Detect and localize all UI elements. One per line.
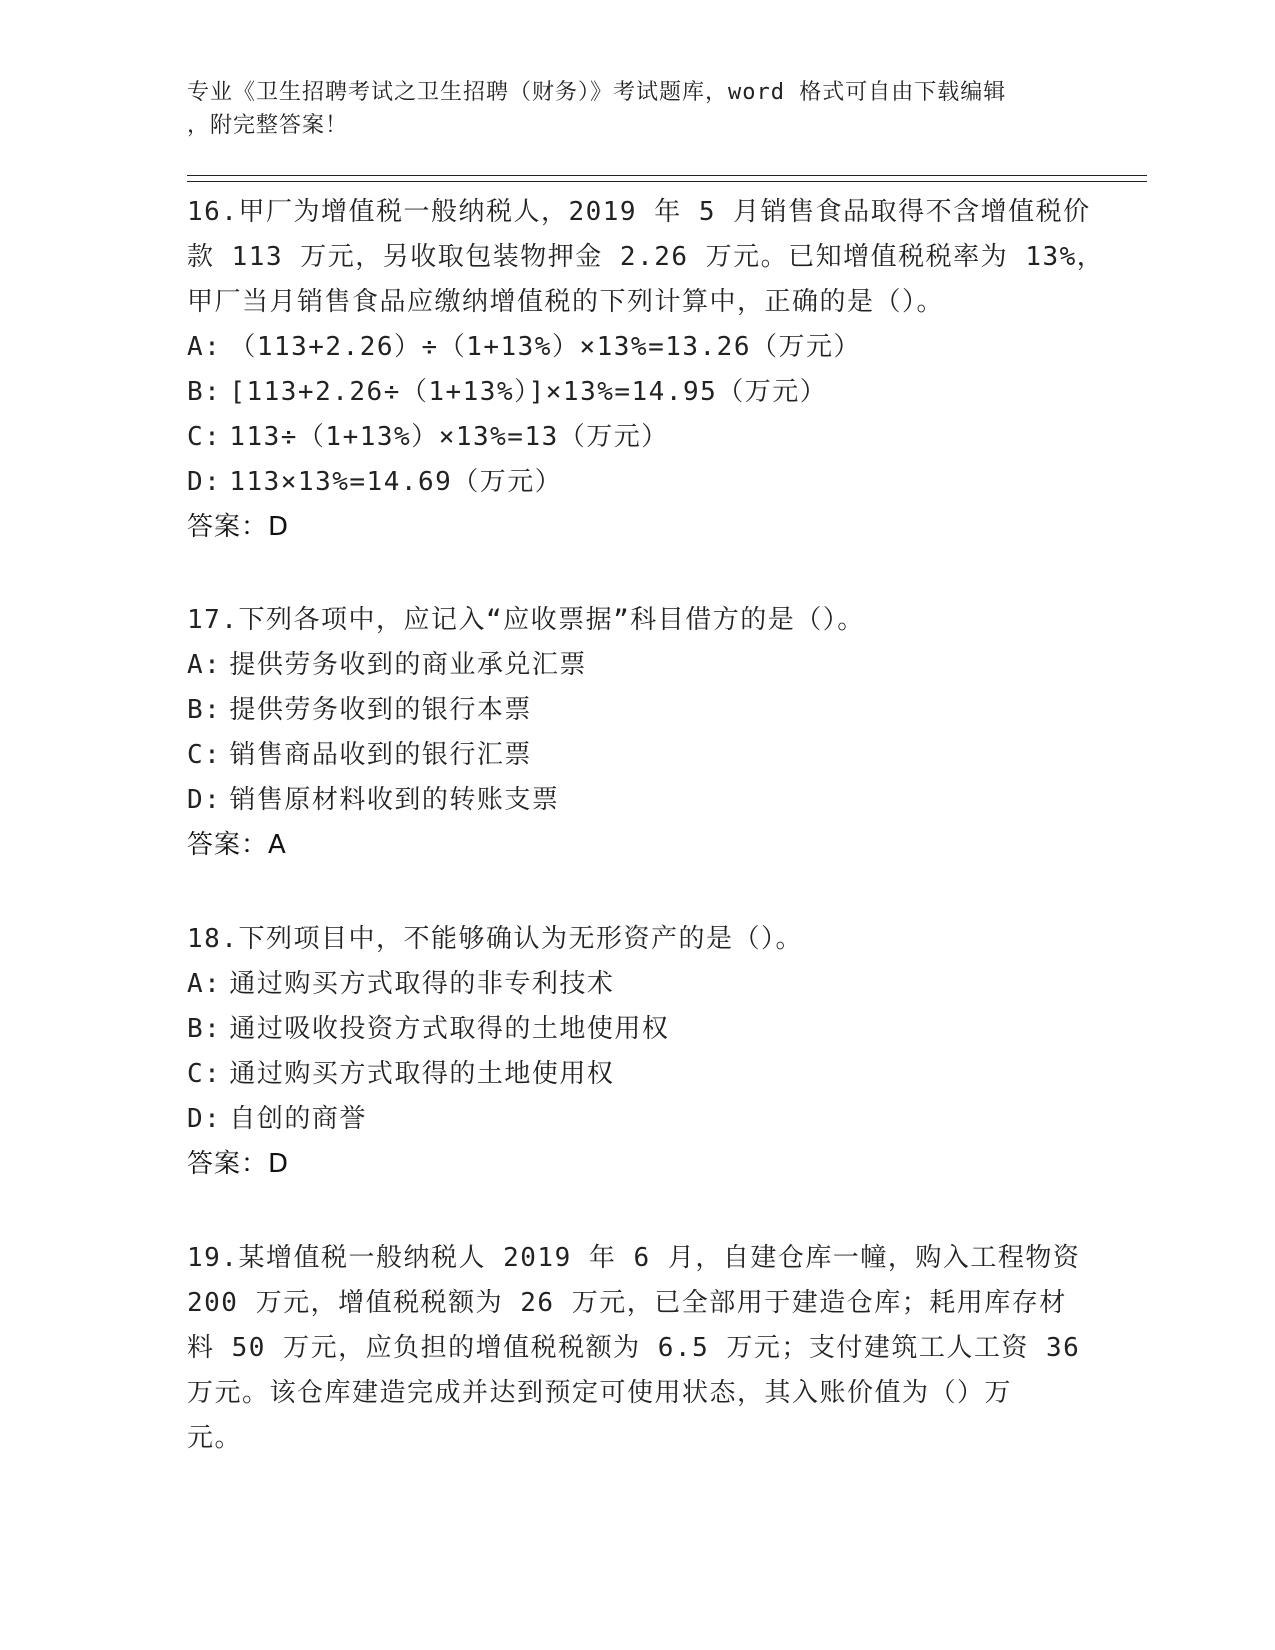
option-key: A: xyxy=(187,969,222,999)
question-stem-line: 16.甲厂为增值税一般纳税人，2019 年 5 月销售食品取得不含增值税价 xyxy=(187,197,1091,227)
option-d xyxy=(187,1097,1087,1142)
option-key: B: xyxy=(187,377,222,407)
question-stem-line: 款 113 万元，另收取包装物押金 2.26 万元。已知增值税税率为 13%， xyxy=(187,242,1105,272)
option-text: 通过吸收投资方式取得的土地使用权 xyxy=(229,1014,670,1044)
option-b xyxy=(187,688,1087,733)
header-line-1: 专业《卫生招聘考试之卫生招聘（财务）》考试题库，word 格式可自由下载编辑 xyxy=(187,80,1007,105)
option-key: C: xyxy=(187,1059,222,1089)
document-header xyxy=(187,76,1087,142)
option-key: C: xyxy=(187,740,222,770)
question-stem-line: 19.某增值税一般纳税人 2019 年 6 月，自建仓库一幢，购入工程物资 xyxy=(187,1243,1081,1273)
option-d xyxy=(187,460,1087,505)
option-text: 通过购买方式取得的土地使用权 xyxy=(229,1059,615,1089)
option-a xyxy=(187,962,1087,1007)
question-stem-line: 18.下列项目中，不能够确认为无形资产的是（）。 xyxy=(187,924,803,954)
option-key: D: xyxy=(187,785,222,815)
question-stem-line: 料 50 万元，应负担的增值税税额为 6.5 万元；支付建筑工人工资 36 xyxy=(187,1333,1081,1363)
option-text: 自创的商誉 xyxy=(229,1104,367,1134)
header-line-2: ，附完整答案！ xyxy=(187,113,349,138)
option-c xyxy=(187,1052,1087,1097)
option-key: C: xyxy=(187,422,222,452)
option-text: 销售商品收到的银行汇票 xyxy=(229,740,532,770)
answer-line: 答案：D xyxy=(187,1149,290,1179)
option-b xyxy=(187,370,1087,415)
option-a xyxy=(187,325,1087,370)
question-stem-line: 17.下列各项中，应记入“应收票据”科目借方的是（）。 xyxy=(187,605,865,635)
question-18 xyxy=(187,917,1087,1187)
option-a xyxy=(187,643,1087,688)
answer-line: 答案：A xyxy=(187,830,287,860)
option-key: D: xyxy=(187,467,222,497)
option-text: 提供劳务收到的商业承兑汇票 xyxy=(229,650,587,680)
option-text: 113×13%=14.69（万元） xyxy=(229,467,563,497)
option-c xyxy=(187,415,1087,460)
option-text: （113+2.26）÷（1+13%）×13%=13.26（万元） xyxy=(229,332,861,362)
option-key: A: xyxy=(187,332,222,362)
option-text: 通过购买方式取得的非专利技术 xyxy=(229,969,615,999)
question-16 xyxy=(187,190,1105,550)
header-divider-bottom xyxy=(187,181,1147,182)
option-text: 113÷（1+13%）×13%=13（万元） xyxy=(229,422,669,452)
answer-line: 答案：D xyxy=(187,512,290,542)
question-stem-line: 200 万元，增值税税额为 26 万元，已全部用于建造仓库；耗用库存材 xyxy=(187,1288,1067,1318)
question-19 xyxy=(187,1236,1087,1461)
option-c xyxy=(187,733,1087,778)
header-divider-top xyxy=(187,175,1147,176)
option-b xyxy=(187,1007,1087,1052)
option-key: D: xyxy=(187,1104,222,1134)
question-stem-line: 元。 xyxy=(187,1423,243,1453)
option-text: [113+2.26÷（1+13%）]×13%=14.95（万元） xyxy=(229,377,828,407)
option-key: B: xyxy=(187,1014,222,1044)
option-key: A: xyxy=(187,650,222,680)
option-d xyxy=(187,778,1087,823)
question-stem-line: 甲厂当月销售食品应缴纳增值税的下列计算中，正确的是（）。 xyxy=(187,287,945,317)
option-key: B: xyxy=(187,695,222,725)
option-text: 提供劳务收到的银行本票 xyxy=(229,695,532,725)
option-text: 销售原材料收到的转账支票 xyxy=(229,785,560,815)
question-17 xyxy=(187,598,1087,868)
question-stem-line: 万元。该仓库建造完成并达到预定可使用状态，其入账价值为（）万 xyxy=(187,1378,1013,1408)
